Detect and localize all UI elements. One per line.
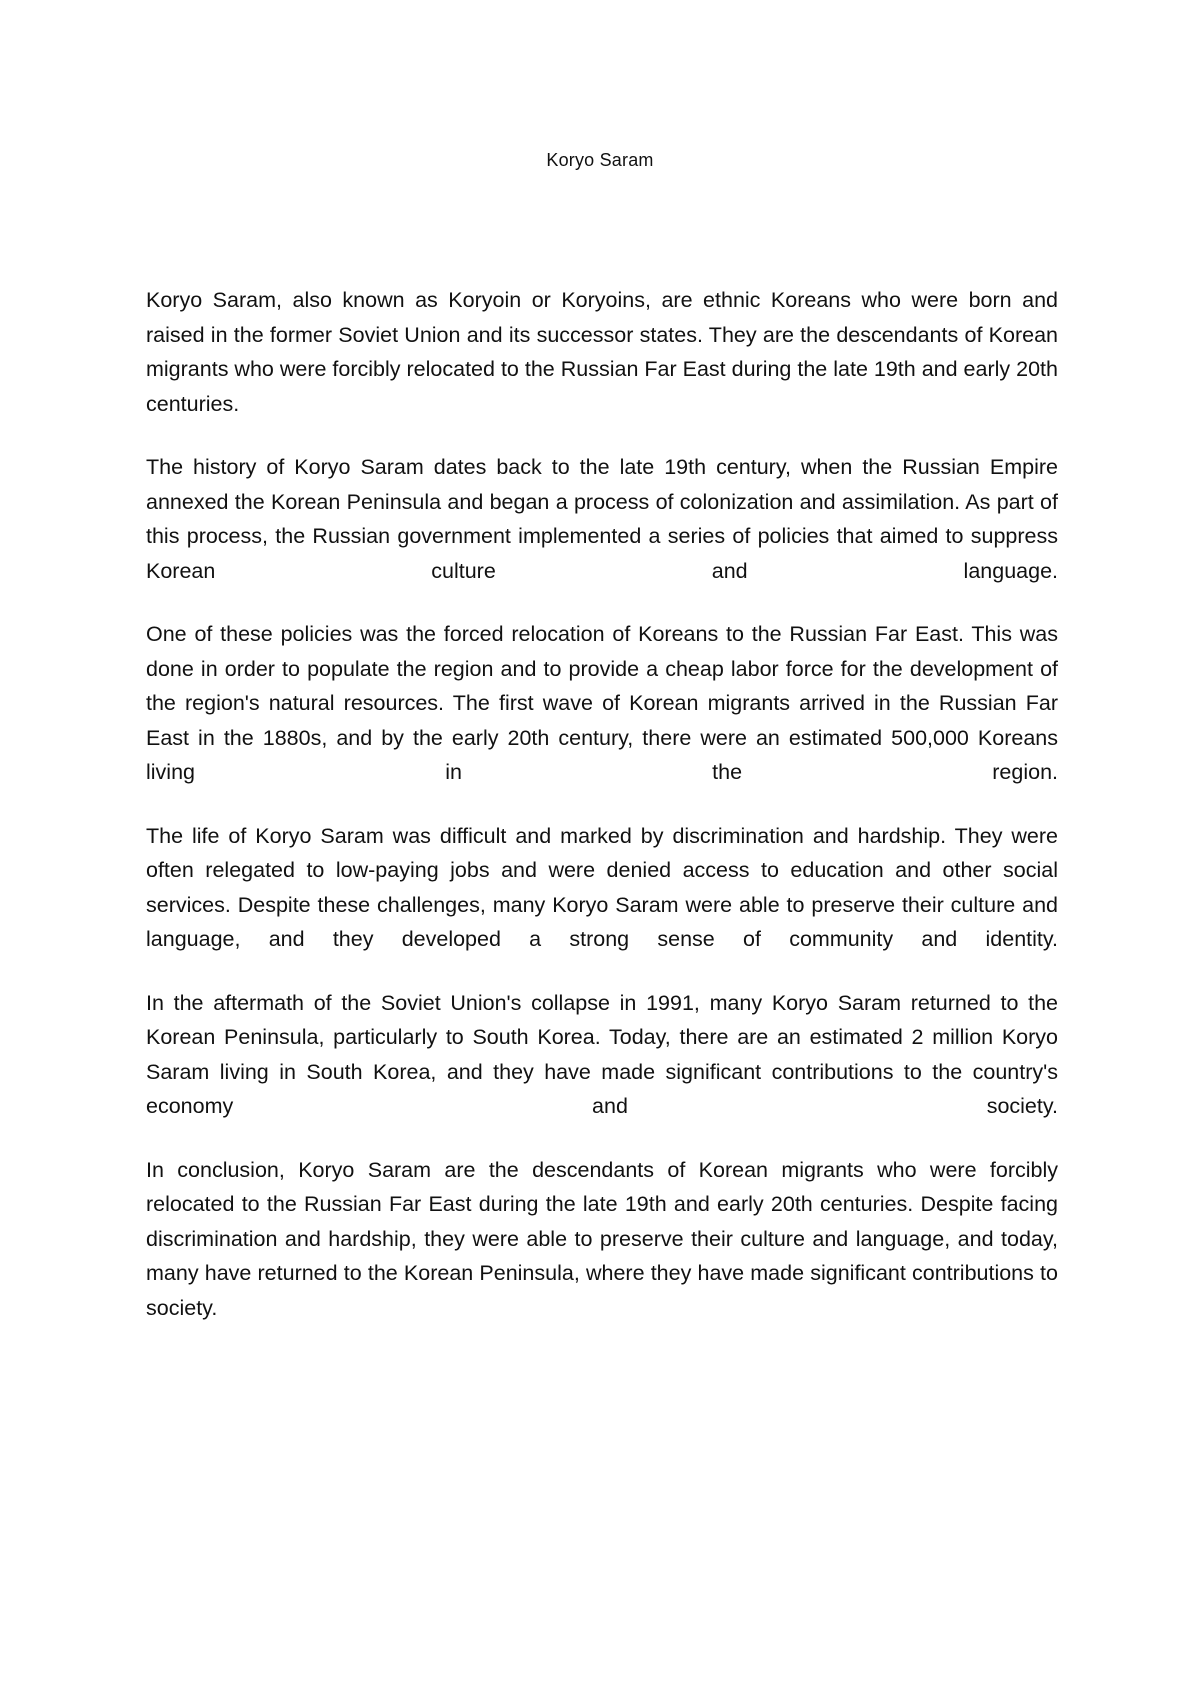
paragraph-1: Koryo Saram, also known as Koryoin or Koryoins, are ethnic Koreans who were born and raised in the former Soviet Union and its successor states. They are the descendants of Korean migrants who were forcibly relocated to the Russian Far East during the late 19th and early 20th centuries.: [146, 288, 1058, 416]
paragraph-4: The life of Koryo Saram was difficult and marked by discrimination and hardship. They were often relegated to low-paying jobs and were denied access to education and other social services. Despite these challenges, many Koryo Saram were able to preserve their culture and language, and they developed a strong sense of community and identity.: [146, 823, 1058, 951]
document-title: Koryo Saram: [546, 150, 654, 170]
paragraph-5: In the aftermath of the Soviet Union's collapse in 1991, many Koryo Saram returned to the Korean Peninsula, particularly to South Korea. Today, there are an estimated 2 million Koryo Saram living in South Korea, and they have made significant contributions to the country's economy and society.: [146, 990, 1058, 1118]
document-body: [146, 283, 1058, 1354]
paragraph-6: In conclusion, Koryo Saram are the descendants of Korean migrants who were forcibly relocated to the Russian Far East during the late 19th and early 20th centuries. Despite facing discrimination and hardship, they were able to preserve their culture and language, and today, many have returned to the Korean Peninsula, where they have made significant contributions to society.: [146, 1157, 1058, 1320]
paragraph-2: The history of Koryo Saram dates back to the late 19th century, when the Russian Empire annexed the Korean Peninsula and began a process of colonization and assimilation. As part of this process, the Russian government implemented a series of policies that aimed to suppress Korean culture and language.: [146, 455, 1058, 583]
paragraph-3: One of these policies was the forced relocation of Koreans to the Russian Far East. This was done in order to populate the region and to provide a cheap labor force for the development of the region's natural resources. The first wave of Korean migrants arrived in the Russian Far East in the 1880s, and by the early 20th century, there were an estimated 500,000 Koreans living in the region.: [146, 622, 1058, 784]
